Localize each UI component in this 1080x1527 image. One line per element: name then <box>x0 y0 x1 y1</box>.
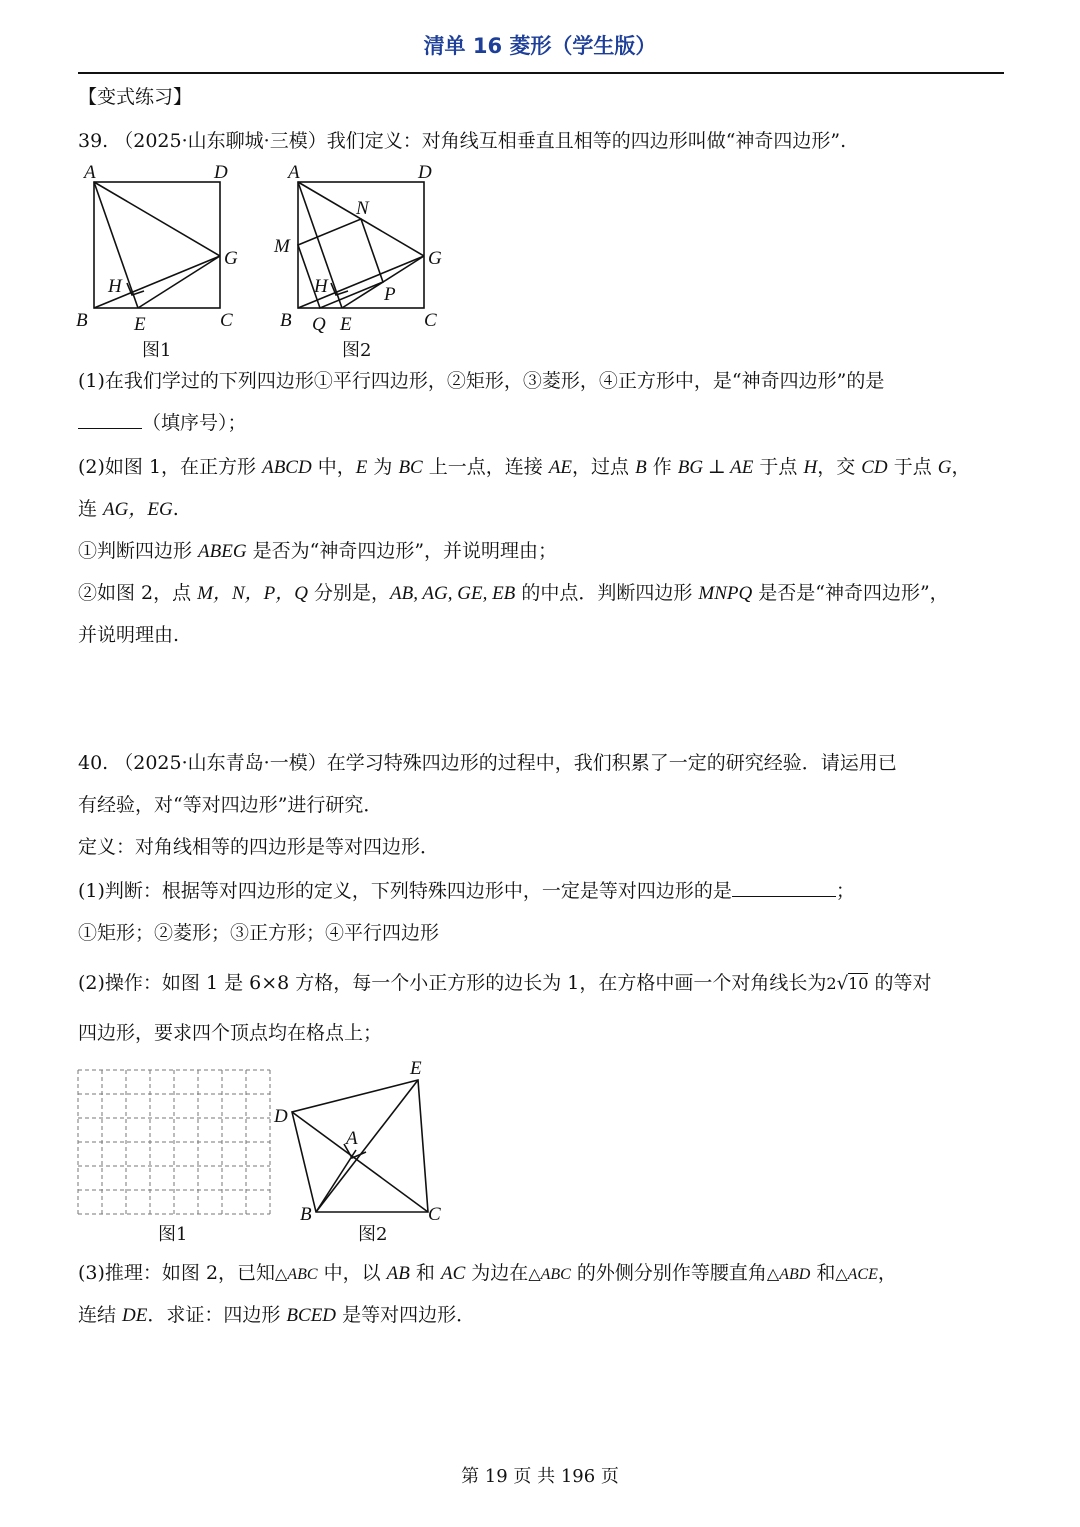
figure-caption: 图1 <box>158 1224 188 1245</box>
text: (1)判断：根据等对四边形的定义，下列特殊四边形中，一定是等对四边形的是 <box>78 880 732 902</box>
segment-ab <box>316 1150 356 1212</box>
text: ； <box>835 880 855 902</box>
header-divider <box>78 72 1004 74</box>
label-d: D <box>274 1106 288 1127</box>
text: 连结 <box>78 1304 123 1326</box>
section-label: 【变式练习】 <box>78 86 193 108</box>
math: MNPQ <box>698 583 753 604</box>
q39-part2-line2 <box>78 496 179 523</box>
q39-figure-1 <box>72 158 252 364</box>
label-b: B <box>76 310 88 331</box>
math: △ABD <box>766 1266 811 1283</box>
segment-be <box>316 1080 418 1212</box>
q40-stem: 40. （2025·山东青岛·一模）在学习特殊四边形的过程中，我们积累了一定的研究经验．请运用已 <box>78 752 897 774</box>
text: ，过点 <box>572 456 636 478</box>
math: AC <box>440 1263 466 1284</box>
math: △ACE <box>835 1266 878 1283</box>
text: 和 <box>810 1262 836 1284</box>
label-b: B <box>300 1204 312 1225</box>
q40-part1 <box>78 878 855 904</box>
segment-eg <box>138 256 220 308</box>
figure-caption: 图2 <box>358 1224 388 1245</box>
label-g: G <box>224 248 238 269</box>
text: 的中点．判断四边形 <box>515 582 699 604</box>
label-a: A <box>84 162 96 183</box>
text: ， <box>951 456 971 478</box>
q39-part1-text: (1)在我们学过的下列四边形①平行四边形，②矩形，③菱形，④正方形中，是“神奇四边形”的是 <box>78 370 885 392</box>
math: BG ⊥ AE <box>677 457 754 478</box>
math: E <box>355 457 368 478</box>
text: 的外侧分别作等腰直角 <box>570 1262 767 1284</box>
coef: 2 <box>826 974 837 993</box>
q40-figure-1-grid <box>76 1068 276 1248</box>
text: 作 <box>646 456 678 478</box>
math: M，N，P，Q <box>197 583 308 604</box>
text: 的等对 <box>868 972 932 994</box>
figure-caption: 图1 <box>142 340 172 361</box>
math: ABCD <box>262 457 312 478</box>
text: 于点 <box>887 456 938 478</box>
q40-part3-line2 <box>78 1302 475 1329</box>
text: 中，以 <box>317 1262 387 1284</box>
math: ABEG <box>198 541 247 562</box>
sqrt-expression: 2√10 <box>826 973 869 994</box>
text: 为 <box>367 456 399 478</box>
label-m: M <box>274 236 290 257</box>
q40-definition: 定义：对角线相等的四边形是等对四边形． <box>78 836 440 858</box>
label-b: B <box>280 310 292 331</box>
q40-part2 <box>78 970 931 997</box>
q39-part1-line2 <box>78 410 247 436</box>
label-e: E <box>340 314 352 335</box>
math: AB <box>386 1263 410 1284</box>
math: AG，EG <box>103 499 173 520</box>
figure-caption: 图2 <box>342 340 372 361</box>
math: G <box>937 457 952 478</box>
text: ， <box>877 1262 897 1284</box>
text: ．求证：四边形 <box>147 1304 287 1326</box>
math: AE <box>548 457 573 478</box>
answer-blank[interactable] <box>78 410 142 429</box>
label-n: N <box>356 198 369 219</box>
label-a: A <box>288 162 300 183</box>
label-a: A <box>346 1128 358 1149</box>
q40-stem-line2: 有经验，对“等对四边形”进行研究． <box>78 794 383 816</box>
quadrilateral-bced <box>292 1080 428 1212</box>
q39-part1-hint: （填序号）； <box>142 412 247 434</box>
text: 为边在 <box>465 1262 529 1284</box>
label-p: P <box>384 284 396 305</box>
label-e: E <box>134 314 146 335</box>
math: H <box>803 457 818 478</box>
math: DE <box>122 1305 148 1326</box>
text: 和 <box>409 1262 441 1284</box>
label-c: C <box>428 1204 441 1225</box>
label-e: E <box>410 1058 422 1079</box>
q40-part1-options: ①矩形；②菱形；③正方形；④平行四边形 <box>78 922 440 944</box>
q39-sub1 <box>78 538 557 565</box>
text: . <box>172 498 179 520</box>
label-h: H <box>314 276 328 297</box>
q40-figure-2 <box>270 1052 460 1252</box>
text: 是等对四边形． <box>336 1304 476 1326</box>
text: 于点 <box>753 456 804 478</box>
q39-part2-line <box>78 454 971 481</box>
text: ①判断四边形 <box>78 540 199 562</box>
math: AB, AG, GE, EB <box>390 583 516 604</box>
text: 中， <box>311 456 356 478</box>
label-d: D <box>214 162 228 183</box>
text: 是否是“神奇四边形”， <box>752 582 949 604</box>
page-title: 清单 16 菱形（学生版） <box>423 34 657 58</box>
label-g: G <box>428 248 442 269</box>
text: 上一点，连接 <box>422 456 549 478</box>
math: CD <box>861 457 888 478</box>
q39-stem: 39. （2025·山东聊城·三模）我们定义：对角线互相垂直且相等的四边形叫做“神奇四边形”. <box>78 130 847 152</box>
text: ，交 <box>817 456 862 478</box>
math: BCED <box>286 1305 337 1326</box>
quadrilateral-mnpq <box>298 219 383 308</box>
text: (2)如图 1，在正方形 <box>78 456 263 478</box>
text: 是否为“神奇四边形”，并说明理由； <box>246 540 558 562</box>
label-q: Q <box>312 314 326 335</box>
math: BC <box>398 457 423 478</box>
q40-part2-line2: 四边形，要求四个顶点均在格点上； <box>78 1022 383 1044</box>
math: △ABC <box>275 1266 318 1283</box>
radicand: 10 <box>848 974 869 993</box>
q39-figure-2 <box>270 158 460 364</box>
q39-part1-line <box>78 368 884 394</box>
answer-blank[interactable] <box>732 878 836 897</box>
label-c: C <box>424 310 437 331</box>
text: ②如图 2，点 <box>78 582 198 604</box>
q39-sub2-line2: 并说明理由. <box>78 624 180 646</box>
q39-sub2 <box>78 580 949 607</box>
label-c: C <box>220 310 233 331</box>
text: (3)推理：如图 2，已知 <box>78 1262 276 1284</box>
text: 分别是， <box>308 582 391 604</box>
page-footer: 第 19 页 共 196 页 <box>461 1466 619 1487</box>
math: △ABC <box>528 1266 571 1283</box>
math: B <box>635 457 647 478</box>
segment-ag <box>94 182 220 256</box>
label-d: D <box>418 162 432 183</box>
text: (2)操作：如图 1 是 6×8 方格，每一个小正方形的边长为 1，在方格中画一个对角线长为 <box>78 972 827 994</box>
label-h: H <box>108 276 122 297</box>
q40-part3 <box>78 1260 897 1288</box>
text: 连 <box>78 498 104 520</box>
